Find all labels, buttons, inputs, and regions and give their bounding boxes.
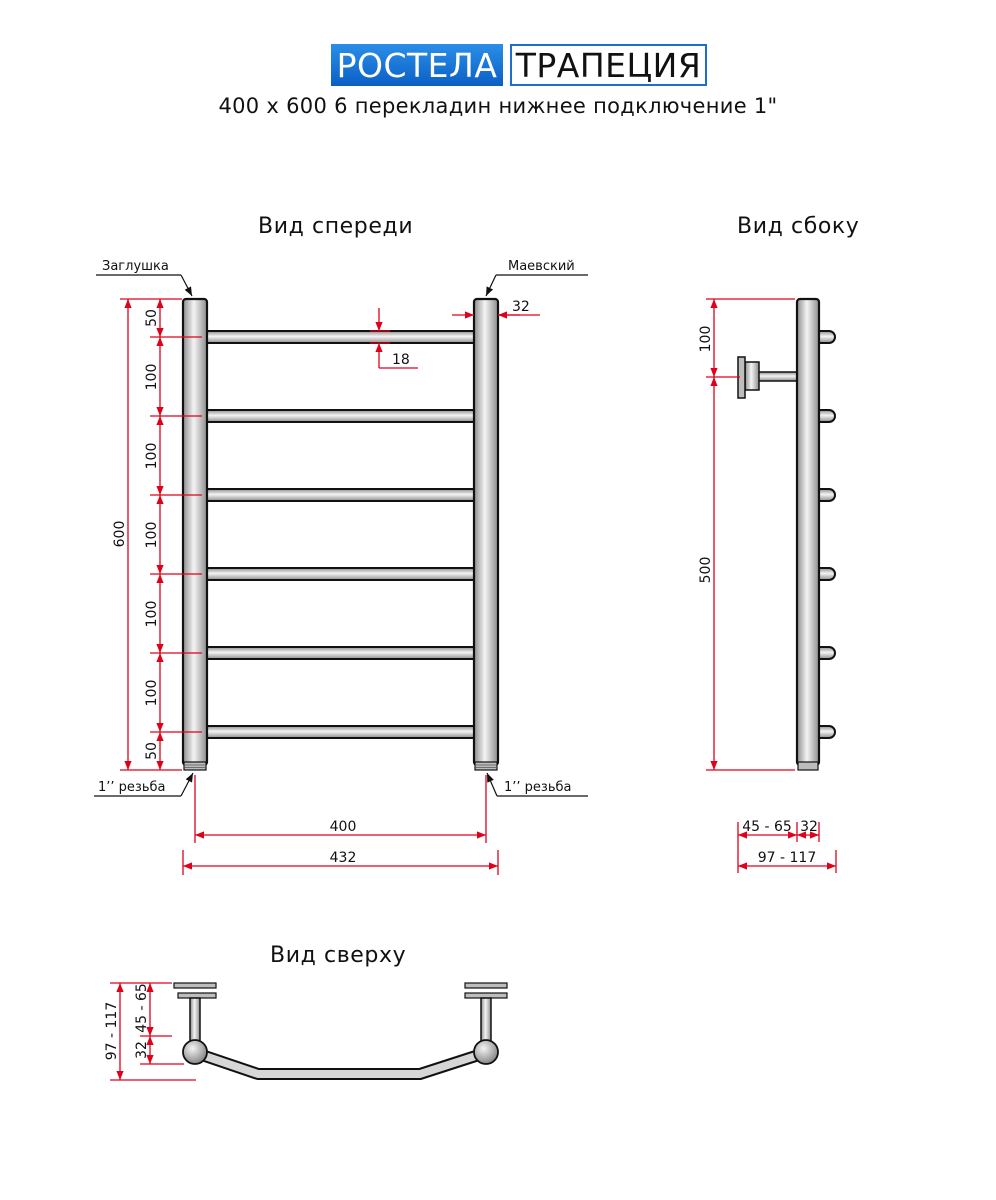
crossbar [201, 410, 480, 422]
dim-spacing-5: 100 [144, 679, 160, 707]
dim-spacing-2: 100 [144, 442, 160, 470]
wall-mount [738, 357, 797, 398]
dim-600: 600 [112, 520, 128, 548]
crossbars [201, 331, 480, 738]
thread-left-callout [94, 773, 193, 796]
plug-label: Заглушка [102, 259, 169, 274]
mayevsky-callout [486, 259, 588, 296]
crossbar [201, 726, 480, 738]
plug-callout [96, 259, 192, 296]
dim-bottom-gap: 50 [144, 742, 160, 760]
dim-pipe-diameter: 32 [512, 299, 530, 315]
top-view [104, 983, 507, 1080]
dim-side-total-depth: 97 - 117 [757, 850, 817, 866]
thread-right-label: 1’’ резьба [504, 780, 572, 795]
top-bar-path [196, 1053, 485, 1074]
crossbar [201, 647, 480, 659]
dim-top-total-depth: 97 - 117 [104, 1001, 120, 1061]
dim-top-gap: 50 [144, 309, 160, 327]
dim-top-pipe: 32 [134, 1041, 150, 1059]
top-view-title: Вид сверху [270, 943, 407, 968]
dim-side-500: 500 [698, 556, 714, 584]
left-pipe [183, 299, 207, 770]
top-dimension-labels [104, 983, 150, 1060]
front-dimension-labels [112, 299, 530, 866]
dim-432: 432 [329, 850, 357, 866]
side-thread [798, 762, 818, 770]
crossbar [201, 489, 480, 501]
brand-logo: РОСТЕЛА [331, 44, 503, 86]
side-view-title: Вид сбоку [737, 214, 860, 239]
right-pipe [474, 299, 498, 770]
dim-top-wall-gap: 45 - 65 [134, 983, 150, 1033]
product-subtitle: 400 x 600 6 перекладин нижнее подключение 1" [218, 94, 778, 118]
crossbar [201, 331, 480, 343]
dim-spacing-4: 100 [144, 600, 160, 628]
crossbar [201, 568, 480, 580]
front-view [94, 259, 588, 875]
dim-spacing-3: 100 [144, 521, 160, 549]
dim-side-pipe: 32 [800, 819, 818, 835]
dim-bar-diameter: 18 [392, 352, 410, 368]
side-pipe [797, 299, 819, 765]
front-view-title: Вид спереди [258, 214, 414, 239]
dim-spacing-1: 100 [144, 363, 160, 391]
dim-side-wall-gap: 45 - 65 [742, 819, 792, 835]
thread-left-label: 1’’ резьба [98, 780, 166, 795]
dim-400: 400 [329, 819, 357, 835]
thread-right-callout [487, 773, 588, 796]
model-name: ТРАПЕЦИЯ [510, 44, 707, 86]
mayevsky-label: Маевский [508, 259, 575, 274]
side-view [698, 299, 836, 873]
dim-side-100: 100 [698, 325, 714, 353]
